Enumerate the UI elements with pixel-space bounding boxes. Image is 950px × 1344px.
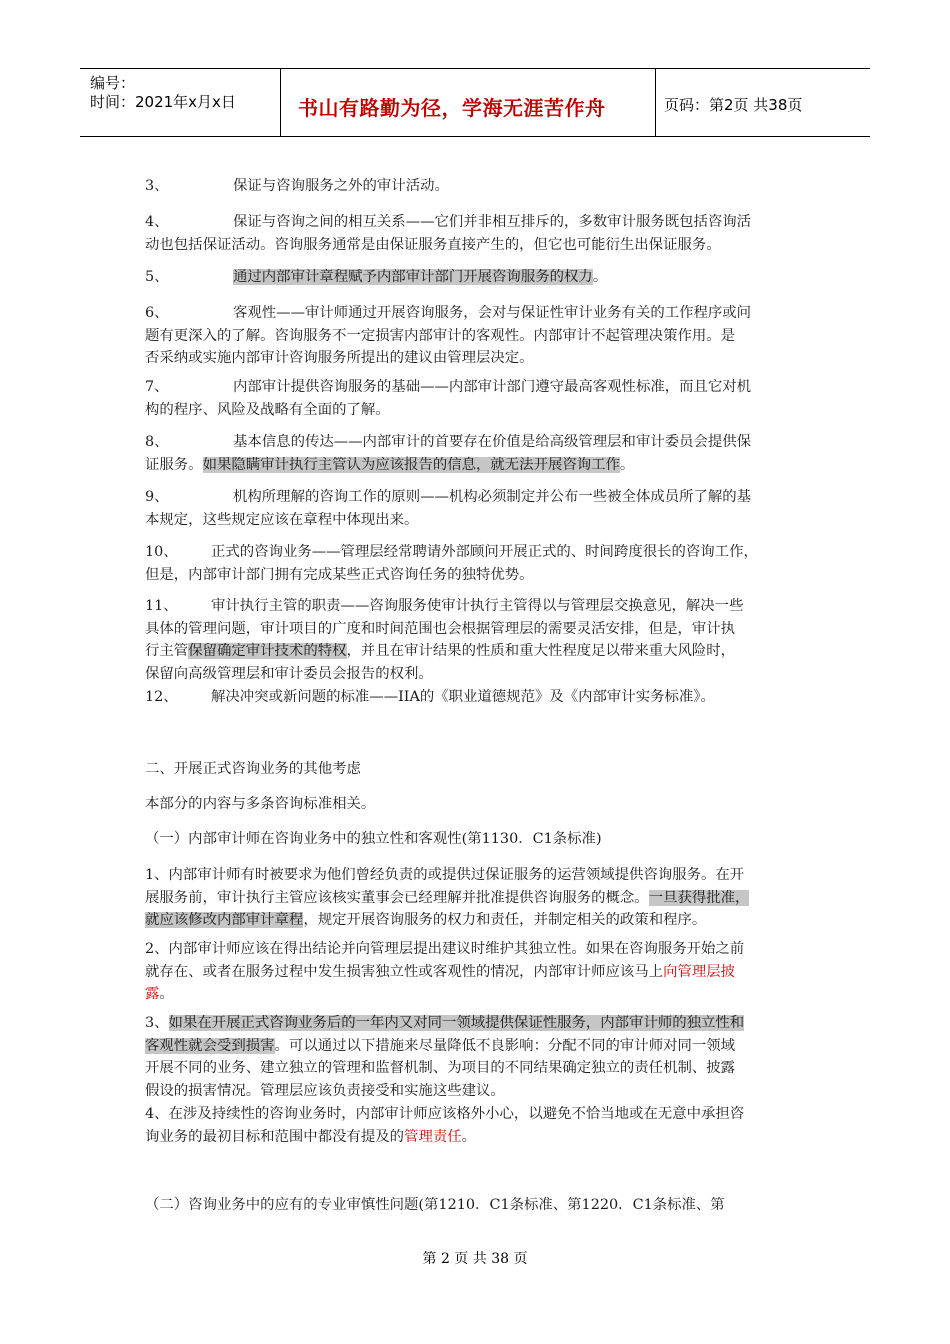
text-line: [145, 686, 815, 709]
text-line: [145, 541, 815, 564]
text-line: [145, 234, 815, 257]
text-segment: 。可以通过以下措施来尽量降低不良影响：分配不同的审计师对同一领域: [274, 1037, 736, 1054]
header-page-label: 页码：第2页 共38页: [664, 96, 803, 114]
text-segment: 假设的损害情况。管理层应该负责接受和实施这些建议。: [145, 1082, 505, 1099]
text-segment: 。: [159, 986, 174, 1002]
highlighted-text: 就应该修改内部审计章程: [145, 912, 304, 928]
text-line: [145, 509, 815, 532]
highlighted-text: 一旦获得批准，: [648, 889, 750, 906]
red-text: 向管理层披: [663, 963, 736, 980]
section-heading: 二、开展正式咨询业务的其他考虑: [145, 761, 361, 777]
text-line: [145, 961, 815, 984]
text-segment: 保证与咨询服务之外的审计活动。: [233, 178, 449, 194]
text-line: [145, 938, 815, 961]
header-bottom-rule: [80, 136, 870, 137]
text-segment: 否采纳或实施内部审计咨询服务所提出的建议由管理层决定。: [145, 350, 534, 366]
page-footer: 第 2 页 共 38 页: [422, 1251, 528, 1267]
item-number: 7、: [145, 379, 169, 395]
text-segment: 正式的咨询业务——管理层经常聘请外部顾问开展正式的、时间跨度很长的咨询工作，: [211, 544, 758, 560]
text-line: [145, 1012, 815, 1035]
text-segment: 机构所理解的咨询工作的原则——机构必须制定并公布一些被全体成员所了解的基: [233, 489, 752, 505]
header-code-label: 编号：: [90, 74, 136, 92]
text-line: [145, 486, 815, 509]
text-segment: 保证与咨询之间的相互关系——它们并非相互排斥的，多数审计服务既包括咨询活: [233, 214, 752, 230]
red-text: 露: [145, 986, 160, 1002]
list-item: [145, 376, 815, 421]
text-line: [145, 1103, 815, 1126]
text-segment: 开展不同的业务、建立独立的管理和监督机制、为项目的不同结果确定独立的责任机制、披露: [145, 1060, 736, 1076]
section-paragraph: [145, 864, 815, 932]
text-segment: 具体的管理问题，审计项目的广度和时间范围也会根据管理层的需要灵活安排，但是，审计执: [145, 620, 736, 637]
text-segment: 就存在、或者在服务过程中发生损害独立性或客观性的情况，内部审计师应该马上: [145, 963, 664, 980]
item-number: 12、: [145, 689, 178, 705]
text-line: [145, 909, 815, 932]
text-line: [145, 1035, 815, 1058]
section-paragraph: [145, 938, 815, 1006]
text-segment: 。: [619, 456, 635, 473]
subsection-heading-1: （一）内部审计师在咨询业务中的独立性和客观性(第1130．C1条标准): [145, 831, 602, 847]
section-paragraph: [145, 1103, 815, 1148]
text-line: [145, 399, 815, 422]
text-line: [145, 983, 815, 1006]
text-segment: 解决冲突或新问题的标准——IIA的《职业道德规范》及《内部审计实务标准》。: [211, 689, 715, 705]
text-segment: 内部审计提供咨询服务的基础——内部审计部门遵守最高客观性标准，而且它对机: [233, 379, 752, 395]
text-line: [145, 376, 815, 399]
text-segment: 构的程序、风险及战略有全面的了解。: [145, 401, 390, 418]
list-item: [145, 541, 815, 586]
text-segment: 审计执行主管的职责——咨询服务使审计执行主管得以与管理层交换意见，解决一些: [211, 598, 744, 614]
text-line: [145, 302, 815, 325]
text-segment: 3、: [145, 1015, 169, 1031]
item-number: 3、: [145, 178, 169, 194]
text-segment: 客观性——审计师通过开展咨询服务，会对与保证性审计业务有关的工作程序或问: [233, 305, 752, 321]
list-item: [145, 595, 815, 685]
header-divider-left: [280, 68, 281, 136]
list-item: [145, 266, 815, 289]
text-segment: 证服务。: [145, 456, 203, 473]
red-text: 管理责任: [404, 1128, 462, 1145]
header-top-rule: [80, 68, 870, 69]
list-item: [145, 175, 815, 198]
text-line: [145, 640, 815, 663]
text-segment: ，规定开展咨询服务的权力和责任，并制定相关的政策和程序。: [303, 912, 707, 928]
item-number: 4、: [145, 214, 169, 230]
text-line: [145, 887, 815, 910]
list-item: [145, 486, 815, 531]
item-number: 10、: [145, 544, 178, 560]
list-item: [145, 302, 815, 370]
text-line: [145, 1080, 815, 1103]
list-item: [145, 686, 815, 709]
header-time-label: 时间：2021年x月x日: [90, 93, 236, 111]
highlighted-text: 如果隐瞒审计执行主管认为应该报告的信息，就无法开展咨询工作: [202, 456, 620, 473]
text-segment: 行主管: [145, 643, 189, 659]
text-line: [145, 564, 815, 587]
item-number: 11、: [145, 598, 178, 614]
text-segment: 题有更深入的了解。咨询服务不一定损害内部审计的客观性。内部审计不起管理决策作用。是: [145, 327, 736, 344]
text-segment: 。: [592, 269, 608, 285]
text-line: [145, 211, 815, 234]
text-line: [145, 454, 815, 477]
item-number: 5、: [145, 269, 169, 285]
section-intro: 本部分的内容与多条咨询标准相关。: [145, 796, 376, 812]
text-segment: 动也包括保证活动。咨询服务通常是由保证服务直接产生的，但它也可能衍生出保证服务。: [145, 236, 721, 253]
subsection-heading-2: （二）咨询业务中的应有的专业审慎性问题(第1210．C1条标准、第1220．C1条标准、第: [145, 1197, 725, 1213]
header-motto: 书山有路勤为径，学海无涯苦作舟: [298, 96, 606, 120]
text-line: [145, 618, 815, 641]
text-segment: 展服务前，审计执行主管应该核实董事会已经理解并批准提供咨询服务的概念。: [145, 889, 649, 906]
highlighted-text: 如果在开展正式咨询业务后的一年内又对同一领域提供保证性服务，内部审计师的独立性和: [168, 1015, 745, 1031]
text-segment: 本规定，这些规定应该在章程中体现出来。: [145, 511, 419, 528]
text-segment: 保留向高级管理层和审计委员会报告的权利。: [145, 665, 433, 682]
text-segment: 1、内部审计师有时被要求为他们曾经负责的或提供过保证服务的运营领域提供咨询服务。在开: [145, 867, 745, 883]
text-segment: 4、在涉及持续性的咨询业务时，内部审计师应该格外小心，以避免不恰当地或在无意中承担咨: [145, 1106, 745, 1122]
text-line: [145, 1126, 815, 1149]
text-line: [145, 266, 815, 289]
item-number: 9、: [145, 489, 169, 505]
text-line: [145, 1057, 815, 1080]
item-number: 6、: [145, 305, 169, 321]
text-line: [145, 325, 815, 348]
section-paragraph: [145, 1012, 815, 1102]
text-segment: 基本信息的传达——内部审计的首要存在价值是给高级管理层和审计委员会提供保: [233, 434, 752, 450]
list-item: [145, 211, 815, 256]
text-segment: 2、内部审计师应该在得出结论并向管理层提出建议时维护其独立性。如果在咨询服务开始之前: [145, 941, 745, 957]
text-segment: 询业务的最初目标和范围中都没有提及的: [145, 1128, 405, 1145]
text-line: [145, 175, 815, 198]
text-segment: ，并且在审计结果的性质和重大性程度足以带来重大风险时，: [346, 643, 736, 659]
header-divider-right: [655, 68, 656, 136]
highlighted-text: 客观性就会受到损害: [145, 1037, 275, 1054]
text-segment: 。: [461, 1128, 477, 1145]
text-line: [145, 347, 815, 370]
text-line: [145, 595, 815, 618]
list-item: [145, 431, 815, 476]
text-line: [145, 864, 815, 887]
text-line: [145, 431, 815, 454]
highlighted-text: 保留确定审计技术的特权: [188, 643, 347, 659]
text-line: [145, 663, 815, 686]
item-number: 8、: [145, 434, 169, 450]
highlighted-text: 通过内部审计章程赋予内部审计部门开展咨询服务的权力: [233, 269, 593, 285]
text-segment: 但是，内部审计部门拥有完成某些正式咨询任务的独特优势。: [145, 566, 534, 583]
